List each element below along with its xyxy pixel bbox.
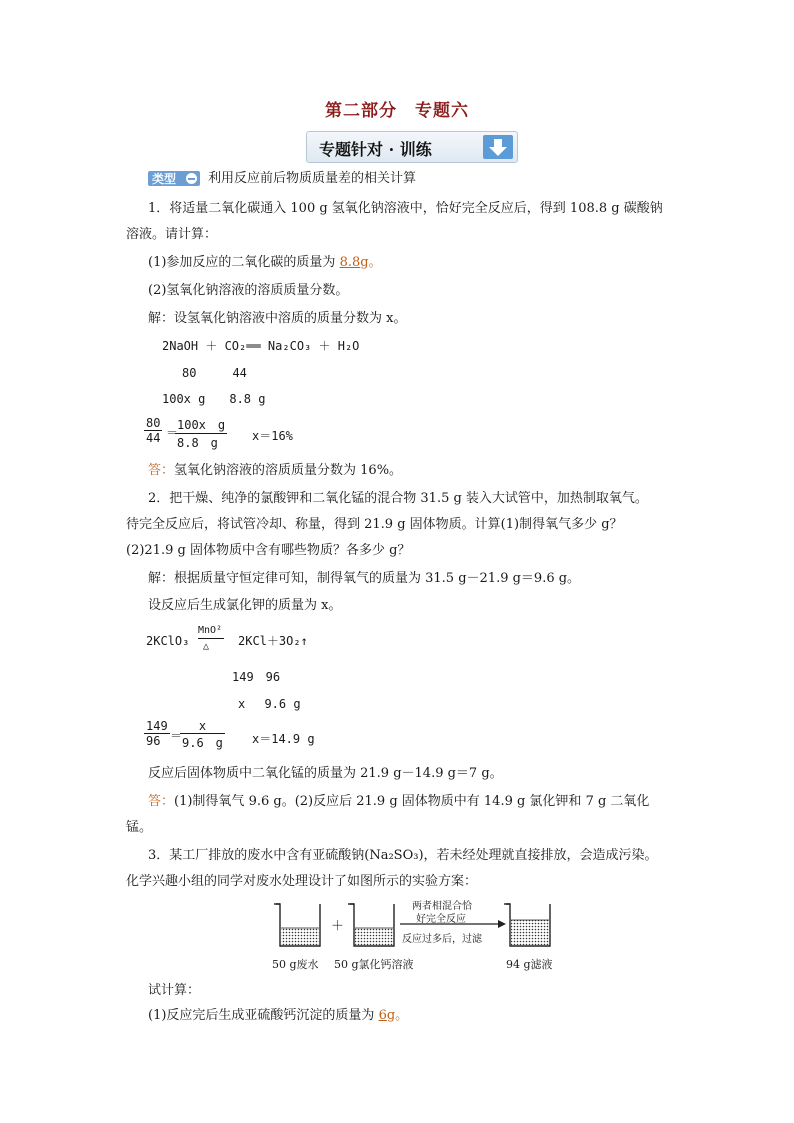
banner-title: 专题针对 · 训练 xyxy=(319,140,432,159)
q2-solution-line2: 设反应后生成氯化钾的质量为 x。 xyxy=(148,598,342,613)
q3-part1 xyxy=(148,1007,408,1025)
q2-catalyst: MnO² xyxy=(198,625,223,636)
q1-part2: (2)氢氧化钠溶液的溶质质量分数。 xyxy=(148,283,349,298)
q1-answer xyxy=(148,462,402,480)
beaker-calcium-chloride xyxy=(348,904,394,946)
q1-stem-line1: 1．将适量二氧化碳通入 100 g 氢氧化钠溶液中，恰好完全反应后，得到 108.8 g 碳酸钠 xyxy=(148,201,663,216)
q1-part1-answer: 8.8 xyxy=(339,255,361,270)
q1-result: x＝16% xyxy=(252,429,293,443)
section-title: 利用反应前后物质质量差的相关计算 xyxy=(208,171,417,186)
minus-circle-icon xyxy=(186,173,197,184)
label-filtrate: 94 g滤液 xyxy=(506,958,553,971)
arrow-label-top1: 两者相混合恰 xyxy=(412,901,472,912)
q1-equation: 2NaOH ＋ CO₂══ Na₂CO₃ ＋ H₂O xyxy=(162,339,360,353)
q3-prompt: 试计算： xyxy=(148,983,201,998)
q1-fraction-right: $\frac{\text{100x g}}{8.8 g}$ xyxy=(177,418,226,450)
q1-fraction-left: $\frac{80}{44}$ xyxy=(146,416,161,445)
q2-answer-line1 xyxy=(148,793,649,811)
q2-fraction-right: $\frac{x}{9.6 g}$ xyxy=(182,719,223,750)
q1-part1-prefix: (1)参加反应的二氧化碳的质量为 xyxy=(148,255,340,270)
q2-equation-left: 2KClO₃ xyxy=(146,634,190,648)
section-banner xyxy=(306,131,518,163)
label-calcium-chloride: 50 g氯化钙溶液 xyxy=(334,958,414,971)
q1-part1 xyxy=(148,254,382,272)
q2-equals-sign: ＝ xyxy=(170,729,183,743)
q1-ratio-row: 80 44 xyxy=(182,366,247,380)
q2-reaction-bar xyxy=(198,638,224,639)
q2-equation-right: 2KCl＋3O₂↑ xyxy=(238,634,308,648)
q2-answer-label: 答： xyxy=(148,794,175,809)
q2-ratio-row: 149 96 xyxy=(232,670,281,684)
q2-fraction-left: $\frac{149}{96}$ xyxy=(146,719,168,748)
q2-stem-line3: (2)21.9 g 固体物质中含有哪些物质？各多少 g？ xyxy=(126,543,411,558)
q2-answer-text: (1)制得氧气 9.6 g。(2)反应后 21.9 g 固体物质中有 14.9 g 氯化钾和 7 g 二氧化 xyxy=(174,794,650,809)
arrow-label-bottom: 反应过多后，过滤 xyxy=(402,934,482,945)
type-tag xyxy=(148,171,200,186)
q1-mass-row: 100x g 8.8 g xyxy=(162,392,266,406)
q3-stem-line2: 化学兴趣小组的同学对废水处理设计了如图所示的实验方案： xyxy=(126,874,478,889)
type-tag-label: 类型 xyxy=(152,172,177,186)
q3-part1-prefix: (1)反应完后生成亚硫酸钙沉淀的质量为 xyxy=(148,1008,379,1023)
q2-result: x＝14.9 g xyxy=(252,732,315,746)
q1-part1-suffix: g。 xyxy=(360,255,382,270)
q2-solution-line1: 解：根据质量守恒定律可知，制得氧气的质量为 31.5 g－21.9 g＝9.6 g。 xyxy=(148,571,581,586)
q1-solution-intro: 解：设氢氧化钠溶液中溶质的质量分数为 x。 xyxy=(148,311,407,326)
q1-equals-sign: ＝ xyxy=(166,426,179,440)
q3-stem-line1: 3．某工厂排放的废水中含有亚硫酸钠(Na₂SO₃)，若未经处理就直接排放，会造成污染。 xyxy=(148,848,658,863)
q1-stem-line2: 溶液。请计算： xyxy=(126,227,218,242)
q2-answer-line2: 锰。 xyxy=(126,820,153,835)
plus-sign: ＋ xyxy=(331,919,345,934)
q2-stem-line1: 2．把干燥、纯净的氯酸钾和二氧化锰的混合物 31.5 g 装入大试管中，加热制取氧气。 xyxy=(148,491,648,506)
q2-mno2-line: 反应后固体物质中二氧化锰的质量为 21.9 g－14.9 g＝7 g。 xyxy=(148,766,503,781)
q3-part1-suffix: g。 xyxy=(386,1008,409,1023)
beaker-wastewater xyxy=(274,904,320,946)
q1-answer-label: 答： xyxy=(148,463,175,478)
arrow-label-top2: 好完全反应 xyxy=(416,914,466,925)
down-arrow-icon xyxy=(483,135,513,159)
q3-part1-answer: 6 xyxy=(378,1008,387,1023)
q2-stem-line2: 待完全反应后，将试管冷却、称量，得到 21.9 g 固体物质。计算(1)制得氧气多少 g？ xyxy=(126,517,623,532)
q2-mass-row: x 9.6 g xyxy=(238,697,301,711)
q1-answer-text: 氢氧化钠溶液的溶质质量分数为 16%。 xyxy=(174,463,403,478)
label-wastewater: 50 g废水 xyxy=(272,958,319,971)
page-title: 第二部分 专题六 xyxy=(325,101,469,121)
beaker-filtrate xyxy=(504,904,550,946)
q2-heat-symbol: △ xyxy=(203,641,210,652)
